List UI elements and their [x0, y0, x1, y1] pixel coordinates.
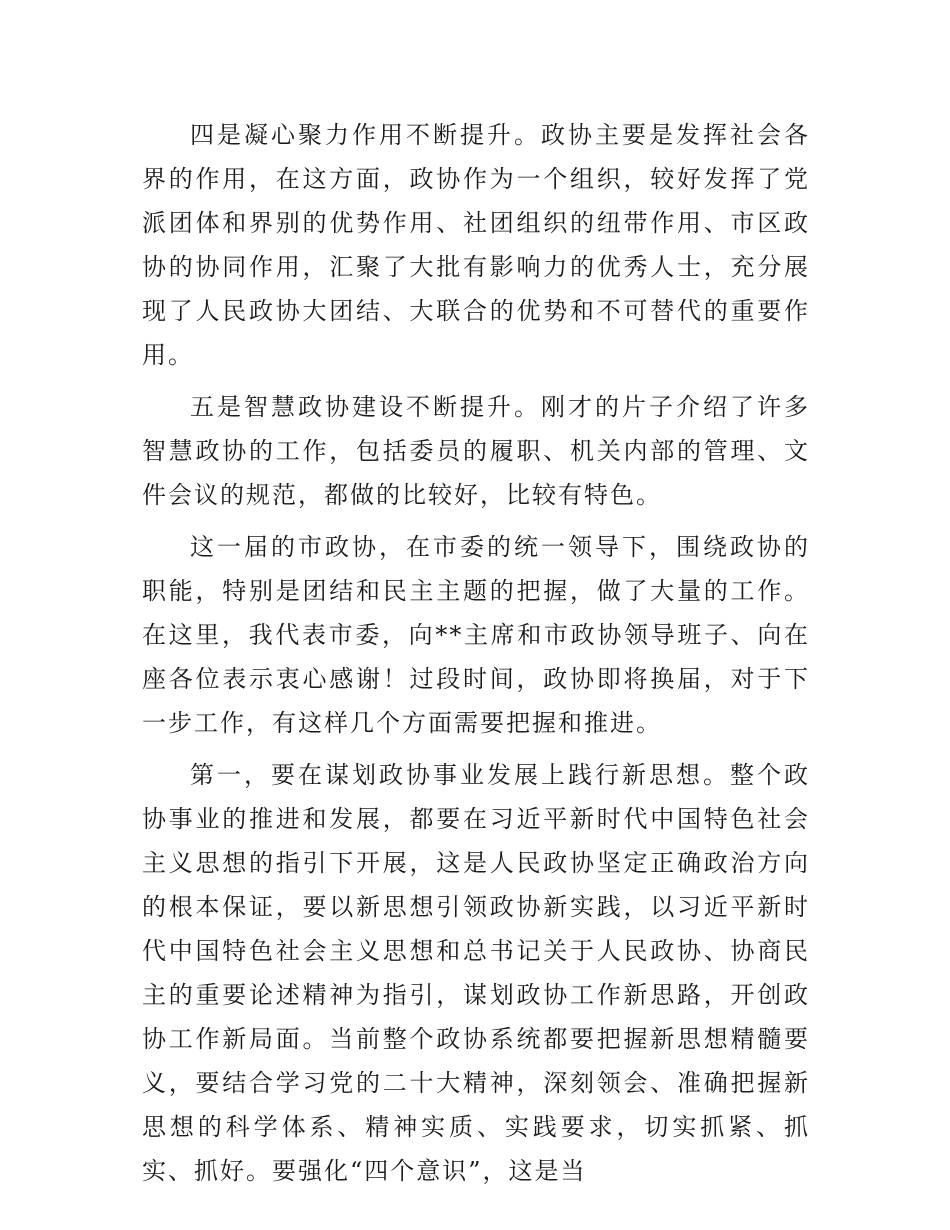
document-page: [142, 113, 810, 1201]
paragraph-1: 四是凝心聚力作用不断提升。政协主要是发挥社会各界的作用，在这方面，政协作为一个组织，较好发挥了党派团体和界别的优势作用、社团组织的纽带作用、市区政协的协同作用，汇聚了大批有影响力的优秀人士，充分展现了人民政协大团结、大联合的优势和不可替代的重要作用。: [142, 121, 810, 369]
paragraph-4: 第一，要在谋划政协事业发展上践行新思想。整个政协事业的推进和发展，都要在习近平新时代中国特色社会主义思想的指引下开展，这是人民政协坚定正确政治方向的根本保证，要以新思想引领政协新实践，以习近平新时代中国特色社会主义思想和总书记关于人民政协、协商民主的重要论述精神为指引，谋划政协工作新思路，开创政协工作新局面。当前整个政协系统都要把握新思想精髓要义，要结合学习党的二十大精神，深刻领会、准确把握新思想的科学体系、精神实质、实践要求，切实抓紧、抓实、抓好。要强化“四个意识”，这是当: [142, 761, 810, 1185]
paragraph-3: 这一届的市政协，在市委的统一领导下，围绕政协的职能，特别是团结和民主主题的把握，做了大量的工作。在这里，我代表市委，向**主席和市政协领导班子、向在座各位表示衷心感谢！过段时间，政协即将换届，对于下一步工作，有这样几个方面需要把握和推进。: [142, 533, 810, 737]
paragraph-2: 五是智慧政协建设不断提升。刚才的片子介绍了许多智慧政协的工作，包括委员的履职、机关内部的管理、文件会议的规范，都做的比较好，比较有特色。: [142, 393, 810, 509]
